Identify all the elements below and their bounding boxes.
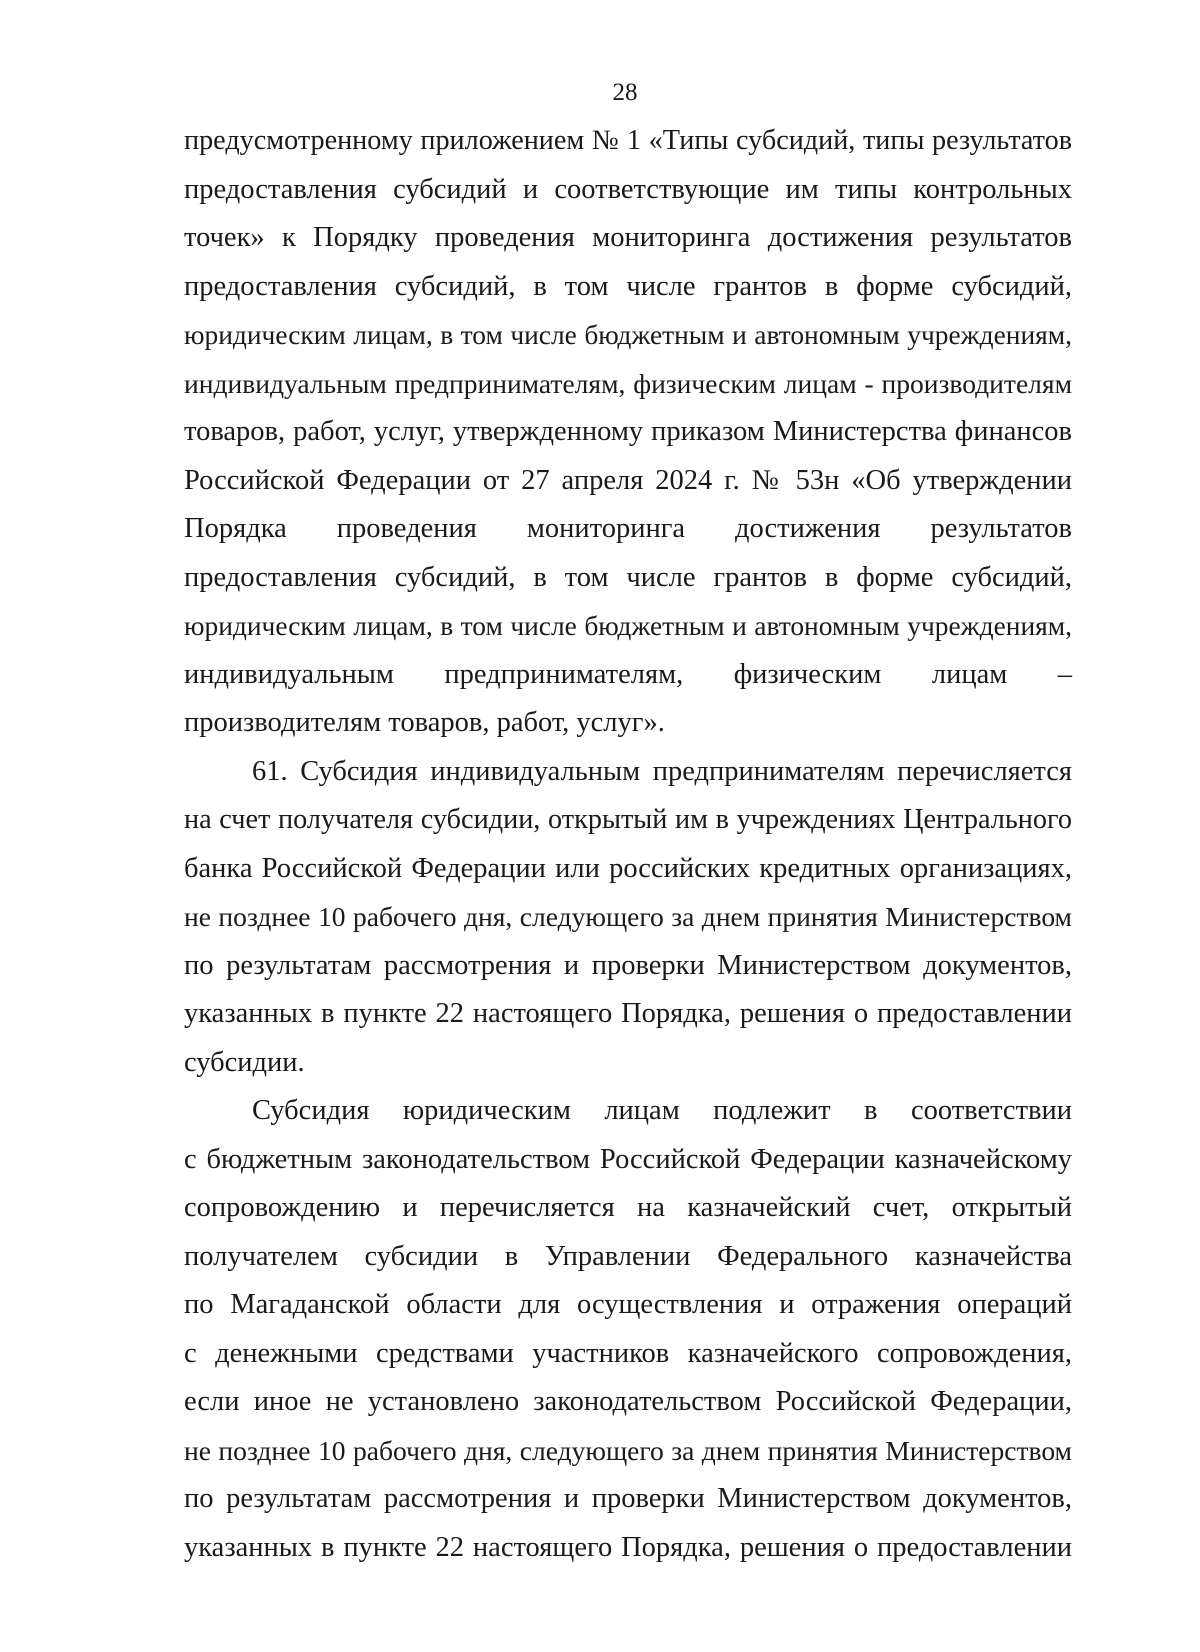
text-line: юридическим лицам, в том числе бюджетным и автономным учреждениям,: [184, 320, 1072, 350]
text-line: товаров, работ, услуг, утвержденному приказом Министерства финансов: [184, 416, 1072, 447]
text-line: указанных в пункте 22 настоящего Порядка, решения о предоставлении: [184, 1531, 1072, 1563]
text-line: предоставления субсидий, в том числе грантов в форме субсидий,: [184, 270, 1072, 302]
text-line: по результатам рассмотрения и проверки Министерством документов,: [184, 949, 1072, 981]
text-line: с денежными средствами участников казначейского сопровождения,: [184, 1337, 1072, 1369]
document-body: [184, 117, 1072, 1572]
text-line: с бюджетным законодательством Российской Федерации казначейскому: [184, 1143, 1072, 1175]
text-line: производителям товаров, работ, услуг».: [184, 707, 665, 738]
text-line: по Магаданской области для осуществления и отражения операций: [184, 1289, 1072, 1320]
text-line: указанных в пункте 22 настоящего Порядка, решения о предоставлении: [184, 998, 1072, 1029]
text-line: не позднее 10 рабочего дня, следующего за днем принятия Министерством: [184, 901, 1072, 932]
text-line: 61. Субсидия индивидуальным предпринимателям перечисляется: [252, 755, 1072, 787]
text-line: сопровождению и перечисляется на казначейский счет, открытый: [184, 1192, 1072, 1223]
text-line: получателем субсидии в Управлении Федерального казначейства: [184, 1240, 1072, 1272]
text-line: по результатам рассмотрения и проверки Министерством документов,: [184, 1483, 1072, 1514]
text-line: точек» к Порядку проведения мониторинга достижения результатов: [184, 222, 1072, 253]
text-line: если иное не установлено законодательством Российской Федерации,: [184, 1386, 1072, 1417]
text-line: на счет получателя субсидии, открытый им в учреждениях Центрального: [184, 804, 1072, 835]
text-line: предусмотренному приложением № 1 «Типы субсидий, типы результатов: [184, 125, 1072, 156]
text-line: предоставления субсидий и соответствующие им типы контрольных: [184, 173, 1072, 205]
text-line: Порядка проведения мониторинга достижения результатов: [184, 513, 1072, 544]
page-number: 28: [612, 79, 638, 106]
text-line: индивидуальным предпринимателям, физическим лицам –: [184, 658, 1072, 690]
text-line: юридическим лицам, в том числе бюджетным и автономным учреждениям,: [184, 611, 1072, 641]
text-line: Субсидия юридическим лицам подлежит в соответствии: [252, 1095, 1072, 1126]
text-line: Российской Федерации от 27 апреля 2024 г. № 53н «Об утверждении: [184, 464, 1072, 496]
text-line: банка Российской Федерации или российских кредитных организациях,: [184, 852, 1072, 884]
text-line: индивидуальным предпринимателям, физическим лицам - производителям: [184, 367, 1072, 399]
text-line: предоставления субсидий, в том числе грантов в форме субсидий,: [184, 561, 1072, 593]
text-line: субсидии.: [184, 1046, 305, 1078]
text-line: не позднее 10 рабочего дня, следующего за днем принятия Министерством: [184, 1434, 1072, 1466]
